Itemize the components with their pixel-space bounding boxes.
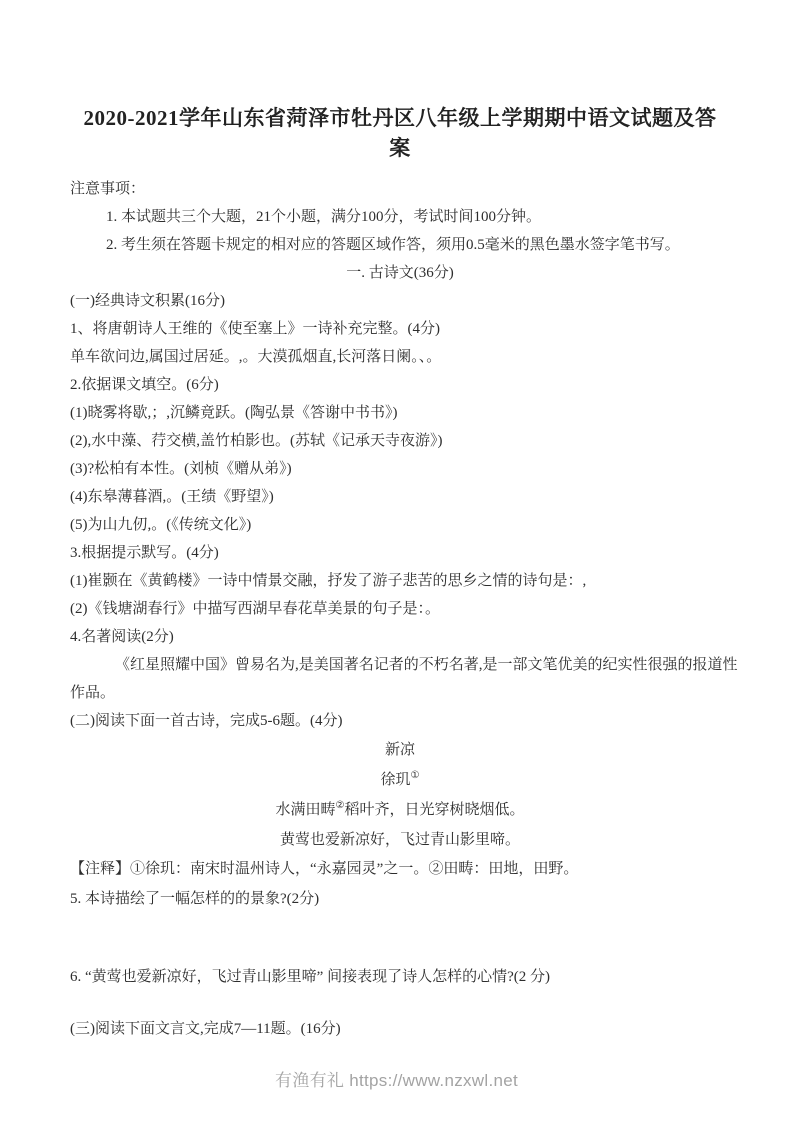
- poem-author: [70, 765, 730, 795]
- notice-item-1: 1. 本试题共三个大题，21个小题，满分100分，考试时间100分钟。: [106, 209, 542, 225]
- poem-title: 新凉: [384, 742, 415, 758]
- question-2-item-5: (5)为山九仞,。(《传统文化》): [70, 517, 252, 533]
- poem-verse-1-note-ref: ②: [335, 800, 345, 811]
- question-3-item-1: (1)崔颢在《黄鹤楼》一诗中情景交融，抒发了游子悲苦的思乡之情的诗句是：,: [70, 573, 587, 589]
- question-2-item-3: (3)?松柏有本性。(刘桢《赠从弟》): [70, 461, 292, 477]
- notice-heading: 注意事项：: [70, 181, 146, 197]
- question-2-item-2: (2),水中藻、荇交横,盖竹柏影也。(苏轼《记承天寺夜游》): [70, 433, 443, 449]
- poem-verse-1: [70, 795, 730, 825]
- poem-verse-1-post: 稻叶齐，日光穿树晓烟低。: [344, 802, 525, 818]
- poem-author-name: 徐玑: [380, 772, 411, 788]
- section3-heading: (三)阅读下面文言文,完成7—11题。(16分): [70, 1021, 341, 1037]
- question-5-prompt: 5. 本诗描绘了一幅怎样的的景象?(2分): [70, 891, 320, 907]
- section2-heading: (二)阅读下面一首古诗，完成5-6题。(4分): [70, 713, 343, 729]
- question-4-prompt: 4.名著阅读(2分): [70, 629, 174, 645]
- notice-item-2: 2. 考生须在答题卡规定的相对应的答题区域作答，须用0.5毫米的黑色墨水签字笔书写。: [106, 237, 680, 253]
- question-1-prompt: 1、将唐朝诗人王维的《使至塞上》一诗补充完整。(4分): [70, 321, 440, 337]
- page-title: 2020-2021学年山东省菏泽市牡丹区八年级上学期期中语文试题及答案: [83, 106, 717, 160]
- question-2-prompt: 2.依据课文填空。(6分): [70, 377, 219, 393]
- part1-heading: 一. 古诗文(36分): [346, 265, 454, 281]
- question-1-content: 单车欲问边,属国过居延。,。大漠孤烟直,长河落日阑。、。: [70, 349, 442, 365]
- question-2-item-4: (4)东皋薄暮酒,。(王绩《野望》): [70, 489, 274, 505]
- poem-notes: 【注释】①徐玑：南宋时温州诗人，“永嘉园灵”之一。②田畴：田地，田野。: [70, 861, 579, 877]
- poem-author-note-ref: ①: [410, 770, 420, 781]
- section1-heading: (一)经典诗文积累(16分): [70, 293, 225, 309]
- watermark-footer: 有渔有礼 https://www.nzxwl.net: [274, 1071, 519, 1090]
- question-3-item-2: (2)《钱塘湖春行》中描写西湖早春花草美景的句子是：。: [70, 601, 440, 617]
- poem-verse-1-pre: 水满田畴: [275, 802, 336, 818]
- question-3-prompt: 3.根据提示默写。(4分): [70, 545, 219, 561]
- question-6-prompt: 6. “黄莺也爱新凉好，飞过青山影里啼” 间接表现了诗人怎样的心情?(2 分): [70, 969, 550, 985]
- question-4-content: 《红星照耀中国》曾易名为,是美国著名记者的不朽名著,是一部文笔优美的纪实性很强的报道性作品。: [70, 657, 738, 701]
- poem-verse-2: 黄莺也爱新凉好，飞过青山影里啼。: [279, 832, 520, 848]
- question-2-item-1: (1)晓雾将歇,；,沉鳞竟跃。(陶弘景《答谢中书书》): [70, 405, 398, 421]
